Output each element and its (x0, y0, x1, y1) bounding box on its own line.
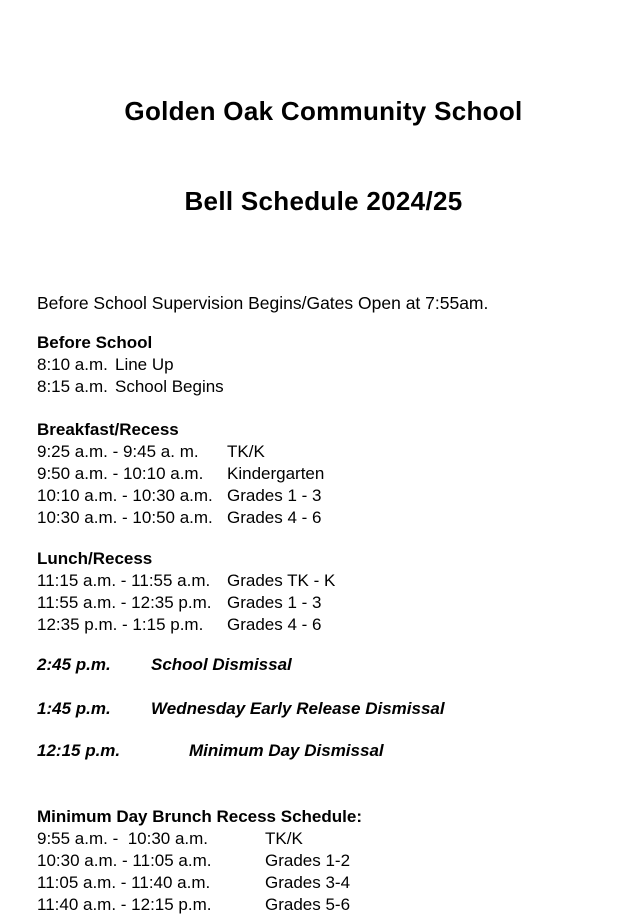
title-line-1: Golden Oak Community School (124, 96, 523, 126)
section-lunch-recess (37, 548, 610, 636)
dismissal-label: School Dismissal (151, 655, 292, 674)
schedule-row (37, 463, 610, 485)
schedule-row (37, 894, 610, 916)
row-time: 11:55 a.m. - 12:35 p.m. (37, 593, 212, 612)
schedule-row (37, 441, 610, 463)
schedule-row (37, 507, 610, 529)
row-activity: Line Up (115, 355, 174, 374)
row-group: TK/K (227, 442, 265, 461)
dismissal-label: Minimum Day Dismissal (189, 741, 384, 760)
row-time: 10:10 a.m. - 10:30 a.m. (37, 486, 213, 505)
schedule-row (37, 485, 610, 507)
section-breakfast-recess (37, 419, 610, 529)
minimum-day-dismissal-line (37, 740, 610, 762)
schedule-row (37, 376, 610, 398)
school-dismissal-line (37, 654, 610, 676)
row-time: 8:15 a.m. (37, 377, 108, 396)
dismissal-label: Wednesday Early Release Dismissal (151, 699, 445, 718)
supervision-note: Before School Supervision Begins/Gates Open at 7:55am. (37, 293, 489, 313)
row-time: 11:15 a.m. - 11:55 a.m. (37, 571, 211, 590)
page-title (37, 36, 610, 276)
row-group: Grades 4 - 6 (227, 508, 322, 527)
schedule-row (37, 872, 610, 894)
schedule-row (37, 354, 610, 376)
row-group: TK/K (265, 829, 303, 848)
early-release-dismissal-line (37, 698, 610, 720)
row-time: 9:25 a.m. - 9:45 a. m. (37, 442, 199, 461)
schedule-row (37, 592, 610, 614)
row-group: Grades 1 - 3 (227, 486, 322, 505)
row-group: Grades TK - K (227, 571, 336, 590)
row-group: Grades 3-4 (265, 873, 351, 892)
row-time: 10:30 a.m. - 10:50 a.m. (37, 508, 213, 527)
row-group: Grades 1-2 (265, 851, 351, 870)
row-activity: School Begins (115, 377, 224, 396)
row-time: 11:05 a.m. - 11:40 a.m. (37, 873, 211, 892)
row-group: Grades 5-6 (265, 895, 351, 914)
schedule-row (37, 828, 610, 850)
schedule-row (37, 850, 610, 872)
before-school-heading: Before School (37, 333, 153, 352)
row-group: Grades 4 - 6 (227, 615, 322, 634)
row-time: 9:55 a.m. - 10:30 a.m. (37, 829, 209, 848)
row-group: Grades 1 - 3 (227, 593, 322, 612)
row-time: 9:50 a.m. - 10:10 a.m. (37, 464, 204, 483)
schedule-row (37, 614, 610, 636)
row-time: 12:35 p.m. - 1:15 p.m. (37, 615, 204, 634)
row-group: Kindergarten (227, 464, 325, 483)
title-line-2: Bell Schedule 2024/25 (184, 186, 463, 216)
dismissal-time: 2:45 p.m. (37, 655, 111, 674)
dismissal-time: 1:45 p.m. (37, 699, 111, 718)
row-time: 8:10 a.m. (37, 355, 108, 374)
lunch-recess-heading: Lunch/Recess (37, 549, 153, 568)
row-time: 10:30 a.m. - 11:05 a.m. (37, 851, 212, 870)
breakfast-recess-heading: Breakfast/Recess (37, 420, 179, 439)
schedule-row (37, 570, 610, 592)
section-before-school (37, 332, 610, 398)
row-time: 11:40 a.m. - 12:15 p.m. (37, 895, 212, 914)
minimum-day-heading: Minimum Day Brunch Recess Schedule: (37, 807, 362, 826)
dismissal-time: 12:15 p.m. (37, 741, 121, 760)
